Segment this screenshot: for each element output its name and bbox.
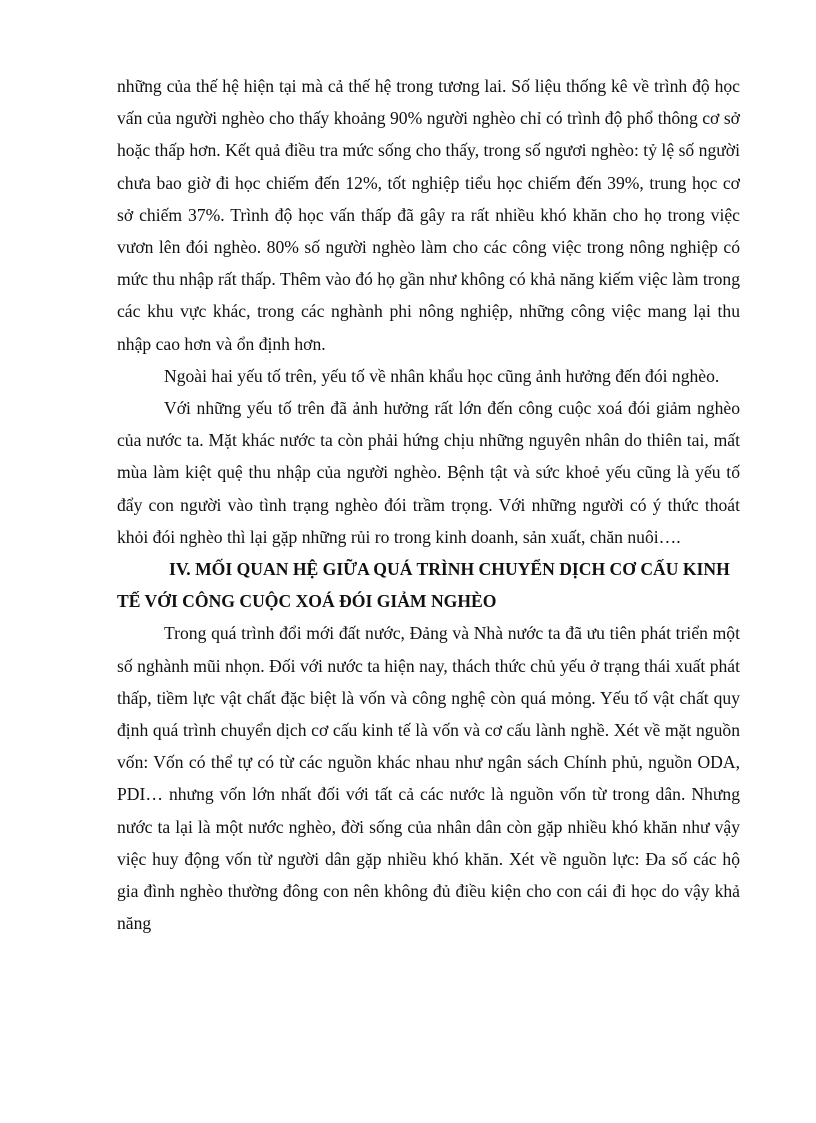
paragraph-education: những của thế hệ hiện tại mà cả thế hệ trong tương lai. Số liệu thống kê về trình độ học vấn của người nghèo cho thấy khoảng 90% người nghèo chỉ có trình độ phổ thông cơ sở hoặc thấp hơn. Kết quả điều tra mức sống cho thấy, trong số ngươi nghèo: tỷ lệ số người chưa bao giờ đi học chiếm đến 12%, tốt nghiệp tiểu học chiếm đến 39%, trung học cơ sở chiếm 37%. Trình độ học vấn thấp đã gây ra rất nhiều khó khăn cho họ trong việc vươn lên đói nghèo. 80% số người nghèo làm cho các công việc trong nông nghiệp có mức thu nhập rất thấp. Thêm vào đó họ gần như không có khả năng kiếm việc làm trong các khu vực khác, trong các nghành phi nông nghiệp, những công việc mang lại thu nhập cao hơn và ổn định hơn. [117, 76, 740, 354]
paragraph-impact: Với những yếu tố trên đã ảnh hưởng rất lớn đến công cuộc xoá đói giảm nghèo của nước ta. Mặt khác nước ta còn phải hứng chịu những nguyên nhân do thiên tai, mất mùa làm kiệt quệ thu nhập của người nghèo. Bệnh tật và sức khoẻ yếu cũng là yếu tố đẩy con người vào tình trạng nghèo đói trầm trọng. Với những người có ý thức thoát khỏi đói nghèo thì lại gặp những rủi ro trong kinh doanh, sản xuất, chăn nuôi…. [117, 398, 740, 547]
paragraph-restructuring: Trong quá trình đổi mới đất nước, Đảng và Nhà nước ta đã ưu tiên phát triển một số nghành mũi nhọn. Đối với nước ta hiện nay, thách thức chủ yếu ở trạng thái xuất phát thấp, tiềm lực vật chất đặc biệt là vốn và công nghệ còn quá mỏng. Yếu tố vật chất quy định quá trình chuyển dịch cơ cấu kinh tế là vốn và cơ cấu lành nghề. Xét về mặt nguồn vốn: Vốn có thể tự có từ các nguồn khác nhau như ngân sách Chính phủ, nguồn ODA, PDI… nhưng vốn lớn nhất đối với tất cả các nước là nguồn vốn từ trong dân. Nhưng nước ta lại là một nước nghèo, đời sống của nhân dân còn gặp nhiều khó khăn như vậy việc huy động vốn từ người dân gặp nhiều khó khăn. Xét về nguồn lực: Đa số các hộ gia đình nghèo thường đông con nên không đủ điều kiện cho con cái đi học do vậy khả năng [117, 623, 740, 934]
section-heading: IV. MỐI QUAN HỆ GIỮA QUÁ TRÌNH CHUYỂN DỊCH CƠ CẤU KINH TẾ VỚI CÔNG CUỘC XOÁ ĐÓI GIẢM NGHÈO [117, 559, 730, 612]
paragraph-demographics: Ngoài hai yếu tố trên, yếu tố về nhân khẩu học cũng ảnh hưởng đến đói nghèo. [164, 365, 720, 386]
document-body [117, 70, 740, 939]
